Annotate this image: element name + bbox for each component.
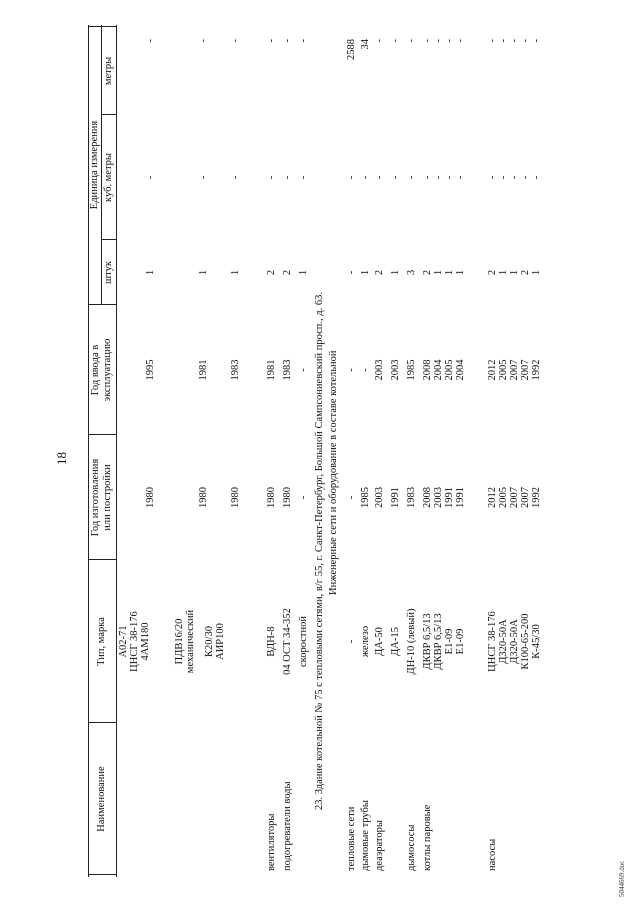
cell-pcs: 1 xyxy=(230,269,241,276)
cell-made: 1980 xyxy=(230,487,241,508)
cell-m: - xyxy=(509,39,520,43)
cell-made: 1991 xyxy=(444,487,455,508)
cell-name: деаэраторы xyxy=(374,820,385,871)
cell-made: 1983 xyxy=(406,487,417,508)
cell-pcs: 2 xyxy=(266,269,277,276)
cell-type: механический xyxy=(185,609,196,674)
cell-made: 1985 xyxy=(360,487,371,508)
cell-m: - xyxy=(145,39,156,43)
cell-m: 34 xyxy=(360,39,371,50)
cell-type: К100-65-200 xyxy=(520,613,531,670)
cell-pcs: 1 xyxy=(455,269,466,276)
cell-in: 2007 xyxy=(520,359,531,381)
cell-pcs: 1 xyxy=(360,269,371,276)
cell-m: - xyxy=(520,39,531,43)
cell-pcs: - xyxy=(346,270,357,275)
cell-made: 1980 xyxy=(198,487,209,508)
cell-type: ДКВР 6,5/13 xyxy=(433,613,444,670)
header-year-made-1: Год изготовления xyxy=(90,458,101,537)
cell-made: 2007 xyxy=(520,487,531,508)
cell-pcs: 2 xyxy=(487,269,498,276)
cell-in: 2003 xyxy=(390,359,401,381)
cell-pcs: 3 xyxy=(406,269,417,276)
cell-type: ВДН-8 xyxy=(266,626,277,657)
cell-m3: - xyxy=(360,175,371,180)
cell-m: - xyxy=(498,39,509,43)
cell-m: - xyxy=(266,39,277,43)
header-bottom-border xyxy=(116,25,117,877)
cell-m3: - xyxy=(145,175,156,180)
cell-pcs: 1 xyxy=(298,269,309,276)
cell-m: - xyxy=(433,39,444,43)
cell-pcs: 2 xyxy=(374,269,385,276)
cell-made: 1980 xyxy=(145,487,156,508)
cell-m: - xyxy=(531,39,542,43)
header-unit-group: Единица измерения xyxy=(89,120,100,210)
cell-m: - xyxy=(406,39,417,43)
cell-type: 4АМ180 xyxy=(140,622,151,661)
cell-type: ЦНСГ 38-176 xyxy=(129,611,140,672)
cell-made: 2003 xyxy=(433,487,444,508)
cell-in: - xyxy=(360,368,371,372)
cell-name: подогреватели воды xyxy=(282,781,293,871)
cell-type: Е1-09 xyxy=(455,628,466,655)
cell-in: 2004 xyxy=(455,359,466,381)
cell-m3: - xyxy=(406,175,417,180)
cell-name: дымовые трубы xyxy=(360,800,371,871)
cell-made: 1980 xyxy=(282,487,293,508)
cell-type: К-45/30 xyxy=(531,624,542,659)
cell-type: ДА-15 xyxy=(390,627,401,656)
cell-m: - xyxy=(422,39,433,43)
cell-m3: - xyxy=(444,175,455,180)
cell-pcs: 2 xyxy=(520,269,531,276)
cell-type: ДА-50 xyxy=(374,627,385,656)
cell-type: железо xyxy=(360,625,371,658)
cell-m: 2588 xyxy=(346,39,357,60)
cell-in: 1995 xyxy=(145,359,156,381)
cell-made: 1991 xyxy=(390,487,401,508)
cell-pcs: 1 xyxy=(509,269,520,276)
header-m3: куб. метры xyxy=(103,153,114,202)
cell-in: 1985 xyxy=(406,359,417,381)
cell-in: - xyxy=(298,368,309,372)
cell-m: - xyxy=(444,39,455,43)
cell-made: 2007 xyxy=(509,487,520,508)
header-type: Тип, марка xyxy=(96,617,107,666)
cell-m3: - xyxy=(390,175,401,180)
cell-type: ЦНСГ 38-176 xyxy=(487,611,498,672)
cell-made: 2005 xyxy=(498,487,509,508)
cell-pcs: 1 xyxy=(198,269,209,276)
cell-m3: - xyxy=(298,175,309,180)
cell-m: - xyxy=(230,39,241,43)
cell-in: - xyxy=(346,368,357,372)
cell-m3: - xyxy=(433,175,444,180)
cell-m3: - xyxy=(266,175,277,180)
cell-in: 2008 xyxy=(422,359,433,381)
cell-type: АИР100 xyxy=(215,623,226,660)
cell-type: К20/30 xyxy=(204,626,215,657)
cell-made: 1991 xyxy=(455,487,466,508)
cell-in: 2007 xyxy=(509,359,520,381)
cell-type: - xyxy=(346,639,357,644)
cell-pcs: 1 xyxy=(531,269,542,276)
cell-made: 2008 xyxy=(422,487,433,508)
header-name: Наименование xyxy=(96,766,107,832)
cell-m3: - xyxy=(422,175,433,180)
cell-in: 2004 xyxy=(433,359,444,381)
cell-type: Е1-09 xyxy=(444,628,455,655)
cell-m3: - xyxy=(230,175,241,180)
cell-pcs: 1 xyxy=(145,269,156,276)
cell-in: 1992 xyxy=(531,359,542,381)
unit-group-divider xyxy=(101,25,102,305)
cell-name: тепловые сети xyxy=(346,806,357,871)
cell-m3: - xyxy=(520,175,531,180)
cell-pcs: 1 xyxy=(433,269,444,276)
cell-in: 2003 xyxy=(374,359,385,381)
cell-in: 1983 xyxy=(282,359,293,381)
cell-in: 2012 xyxy=(487,359,498,381)
cell-made: 1992 xyxy=(531,487,542,508)
cell-type: Д320-50А xyxy=(509,619,520,664)
cell-type: ДКВР 6,5/13 xyxy=(422,613,433,670)
cell-in: 2005 xyxy=(498,359,509,381)
cell-m: - xyxy=(487,39,498,43)
page-number: 18 xyxy=(54,452,69,465)
cell-made: 2003 xyxy=(374,487,385,508)
cell-type: ДН-10 (левый) xyxy=(406,608,417,675)
cell-made: 1980 xyxy=(266,487,277,508)
cell-pcs: 2 xyxy=(422,269,433,276)
header-m: метры xyxy=(103,56,114,86)
cell-m3: - xyxy=(509,175,520,180)
cell-name: дымососы xyxy=(406,824,417,871)
cell-type: 04 ОСТ 34-352 xyxy=(282,608,293,675)
section-subtitle: Инженерные сети и оборудование в составе котельной xyxy=(328,350,339,595)
cell-name: вентиляторы xyxy=(266,813,277,871)
header-year-in-2: эксплуатацию xyxy=(102,338,113,402)
cell-m: - xyxy=(298,39,309,43)
cell-m: - xyxy=(374,39,385,43)
cell-m: - xyxy=(390,39,401,43)
cell-type: А02-71 xyxy=(118,625,129,658)
cell-pcs: 1 xyxy=(444,269,455,276)
cell-made: 2012 xyxy=(487,487,498,508)
cell-in: 2005 xyxy=(444,359,455,381)
cell-m3: - xyxy=(487,175,498,180)
cell-made: - xyxy=(298,495,309,500)
cell-m3: - xyxy=(374,175,385,180)
cell-type: Д320-50А xyxy=(498,619,509,664)
section-title: 23. Здание котельной № 75 с тепловыми сетями, в/г 55, г. Санкт-Петербург, Большой Сампсониевский просп., д. 63. xyxy=(314,292,325,810)
cell-m: - xyxy=(198,39,209,43)
cell-in: 1981 xyxy=(266,359,277,381)
cell-pcs: 2 xyxy=(282,269,293,276)
cell-m: - xyxy=(282,39,293,43)
cell-made: - xyxy=(346,495,357,500)
footer-code: 5044669.doc xyxy=(618,860,626,897)
cell-m3: - xyxy=(346,175,357,180)
cell-name: насосы xyxy=(487,838,498,871)
header-year-in-1: Год ввода в xyxy=(90,344,101,396)
cell-pcs: 1 xyxy=(498,269,509,276)
cell-type: ПДВ16/20 xyxy=(174,618,185,665)
cell-m: - xyxy=(455,39,466,43)
cell-pcs: 1 xyxy=(390,269,401,276)
cell-in: 1983 xyxy=(230,359,241,381)
cell-name: котлы паровые xyxy=(422,804,433,871)
header-year-made-2: или постройки xyxy=(102,464,113,531)
cell-in: 1981 xyxy=(198,359,209,381)
header-pcs: штук xyxy=(103,261,114,284)
cell-m3: - xyxy=(531,175,542,180)
cell-m3: - xyxy=(455,175,466,180)
cell-m3: - xyxy=(198,175,209,180)
cell-m3: - xyxy=(498,175,509,180)
cell-type: скоростной xyxy=(298,616,309,667)
cell-m3: - xyxy=(282,175,293,180)
